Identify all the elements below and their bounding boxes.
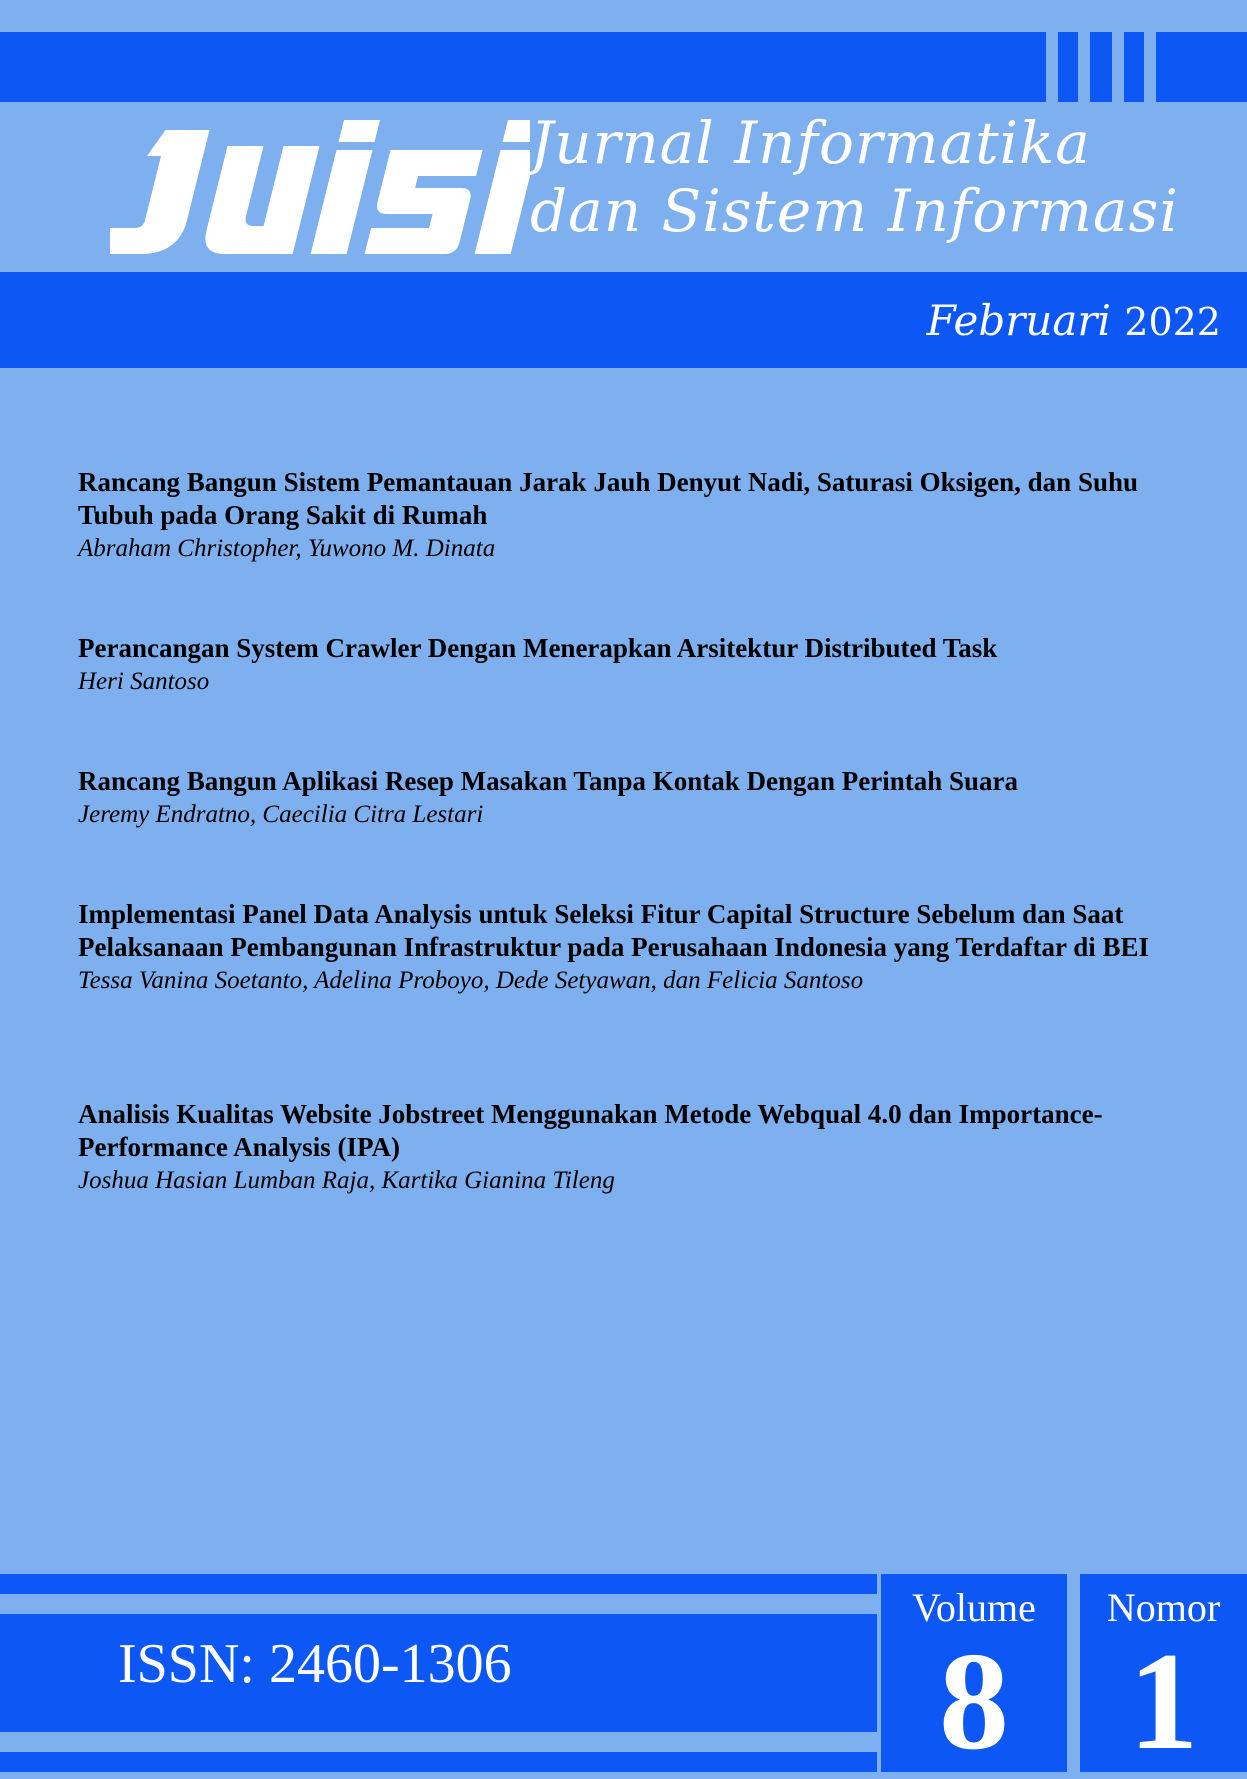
bottom-thin-band xyxy=(0,1752,877,1772)
article-title: Rancang Bangun Sistem Pemantauan Jarak Jauh Denyut Nadi, Saturasi Oksigen, dan Suhu Tubuh pada Orang Sakit di Rumah xyxy=(78,467,1139,530)
issue-month: Februari xyxy=(926,296,1111,345)
issue-year: 2022 xyxy=(1124,300,1221,344)
article-item xyxy=(78,1098,1158,1197)
issue-date xyxy=(927,296,1221,345)
bottom-thin-band xyxy=(0,1574,877,1594)
article-item xyxy=(78,466,1158,565)
volume-box xyxy=(881,1574,1067,1779)
volume-label: Volume xyxy=(912,1585,1036,1630)
volume-number: 8 xyxy=(939,1624,1009,1779)
article-item xyxy=(78,765,1158,831)
journal-title-line2: dan Sistem Informasi xyxy=(530,177,1179,245)
number-label: Nomor xyxy=(1106,1585,1221,1630)
article-title: Perancangan System Crawler Dengan Menerapkan Arsitektur Distributed Task xyxy=(78,633,998,663)
article-authors: Abraham Christopher, Yuwono M. Dinata xyxy=(78,535,496,562)
article-item xyxy=(78,898,1158,997)
number-value: 1 xyxy=(1128,1624,1199,1779)
article-authors: Tessa Vanina Soetanto, Adelina Proboyo, Dede Setyawan, dan Felicia Santoso xyxy=(78,967,864,994)
top-stripe xyxy=(1124,32,1144,102)
issn-number: ISSN: 2460-1306 xyxy=(118,1633,512,1695)
article-title: Rancang Bangun Aplikasi Resep Masakan Tanpa Kontak Dengan Perintah Suara xyxy=(78,766,1019,796)
top-stripe xyxy=(1090,32,1112,102)
top-stripe xyxy=(1058,32,1078,102)
journal-logo xyxy=(110,112,530,262)
article-title: Implementasi Panel Data Analysis untuk Seleksi Fitur Capital Structure Sebelum dan Saat Pelaksanaan Pembangunan Infrastruktur pada Perusahaan Indonesia yang Terdaftar di BEI xyxy=(78,899,1150,962)
article-authors: Jeremy Endratno, Caecilia Citra Lestari xyxy=(78,801,484,828)
article-authors: Heri Santoso xyxy=(78,668,210,695)
top-band xyxy=(0,32,1046,102)
top-stripe xyxy=(1156,32,1247,102)
number-box xyxy=(1080,1574,1247,1779)
article-authors: Joshua Hasian Lumban Raja, Kartika Gianina Tileng xyxy=(78,1167,615,1194)
article-title: Analisis Kualitas Website Jobstreet Menggunakan Metode Webqual 4.0 dan Importance-Performance Analysis (IPA) xyxy=(78,1099,1103,1162)
journal-title-line1: Jurnal Informatika xyxy=(530,109,1091,177)
article-item xyxy=(78,632,1158,698)
